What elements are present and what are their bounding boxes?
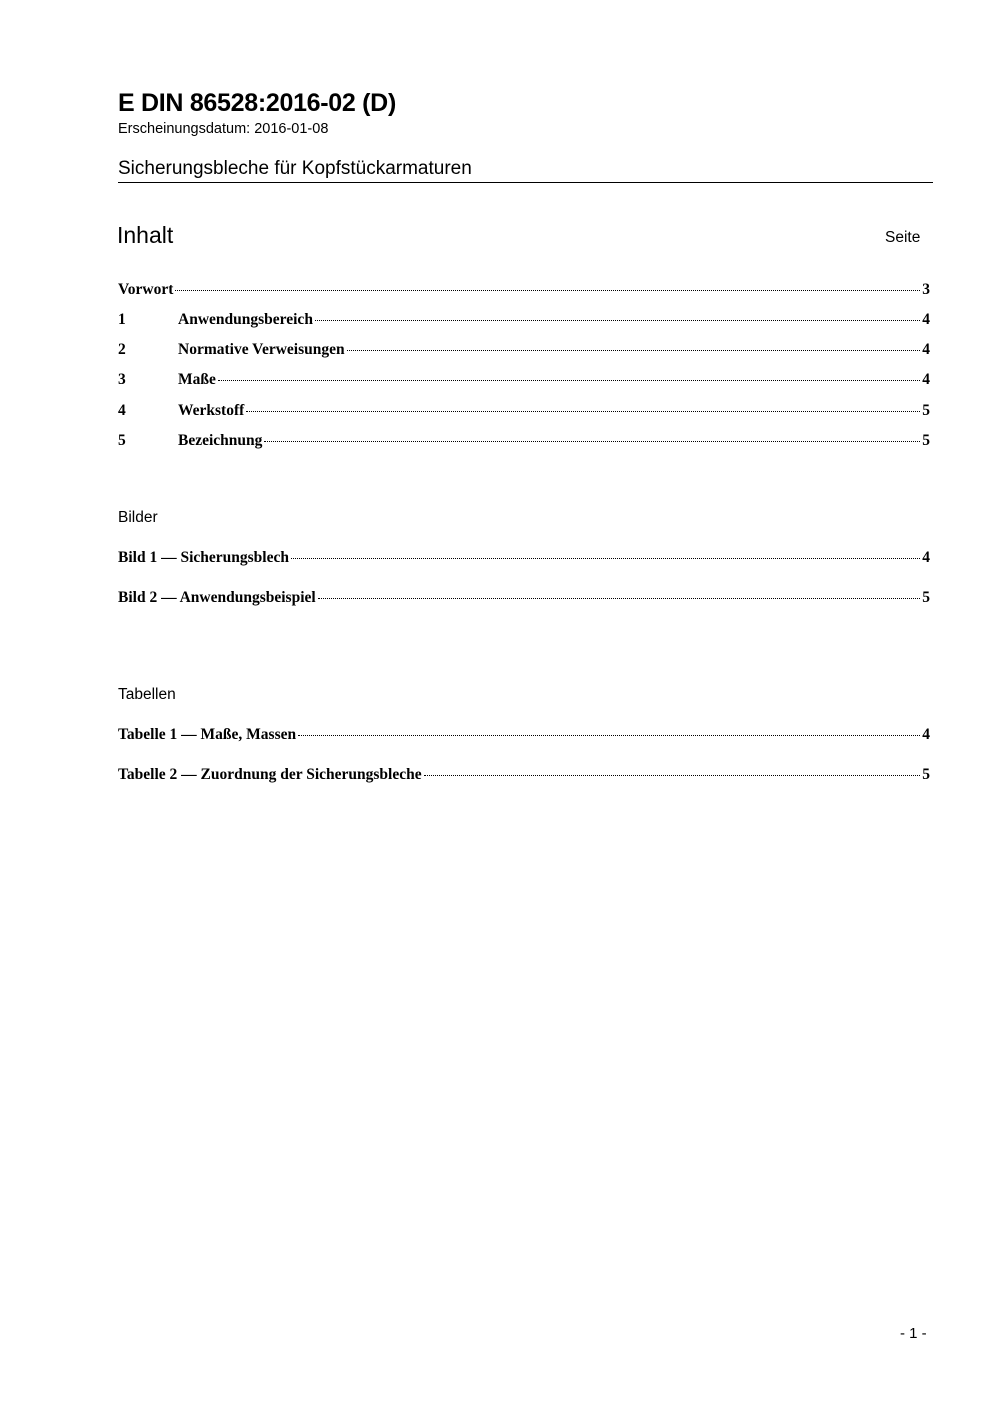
tables-heading: Tabellen <box>118 686 176 703</box>
figure-entry-text: Bild 1 — Sicherungsblech <box>118 549 289 566</box>
document-title: Sicherungsbleche für Kopfstückarmaturen <box>118 158 472 179</box>
toc-entry-text: Vorwort <box>118 281 174 298</box>
toc-heading: Inhalt <box>117 222 174 248</box>
figure-entry-1[interactable] <box>118 549 930 567</box>
figure-entry-page: 5 <box>922 589 930 606</box>
toc-entry-number: 5 <box>118 432 126 449</box>
toc-entry-number: 3 <box>118 371 126 388</box>
toc-entry-text: Maße <box>178 371 216 388</box>
page-column-label: Seite <box>885 229 921 246</box>
dot-leader <box>318 598 921 599</box>
toc-entry-page: 5 <box>922 432 930 449</box>
toc-entry-page: 5 <box>922 402 930 419</box>
table-entry-page: 4 <box>922 726 930 743</box>
toc-entry-number: 2 <box>118 341 126 358</box>
figure-entry-2[interactable] <box>118 589 930 607</box>
table-entry-page: 5 <box>922 766 930 783</box>
figure-entry-text: Bild 2 — Anwendungsbeispiel <box>118 589 316 606</box>
toc-entry-page: 4 <box>922 341 930 358</box>
table-entry-text: Tabelle 1 — Maße, Massen <box>118 726 297 743</box>
toc-entry-bezeichnung[interactable] <box>118 432 930 450</box>
dot-leader <box>298 735 920 736</box>
toc-entry-page: 4 <box>922 311 930 328</box>
toc-entry-page: 3 <box>922 281 930 298</box>
dot-leader <box>424 775 921 776</box>
figures-heading: Bilder <box>118 509 158 526</box>
title-divider <box>118 182 933 183</box>
toc-entry-text: Bezeichnung <box>178 432 263 449</box>
toc-entry-text: Anwendungsbereich <box>178 311 313 328</box>
toc-entry-anwendungsbereich[interactable] <box>118 311 930 329</box>
page-number: - 1 - <box>900 1325 927 1342</box>
toc-entry-werkstoff[interactable] <box>118 402 930 420</box>
dot-leader <box>315 320 920 321</box>
publication-date: Erscheinungsdatum: 2016-01-08 <box>118 121 329 137</box>
dot-leader <box>218 380 920 381</box>
dot-leader <box>347 350 921 351</box>
dot-leader <box>175 290 920 291</box>
toc-entry-number: 4 <box>118 402 126 419</box>
document-id: E DIN 86528:2016-02 (D) <box>118 89 396 117</box>
toc-entry-number: 1 <box>118 311 126 328</box>
dot-leader <box>291 558 920 559</box>
toc-entry-text: Normative Verweisungen <box>178 341 345 358</box>
figure-entry-page: 4 <box>922 549 930 566</box>
toc-entry-text: Werkstoff <box>178 402 245 419</box>
table-entry-text: Tabelle 2 — Zuordnung der Sicherungsbleche <box>118 766 422 783</box>
toc-entry-vorwort[interactable] <box>118 281 930 299</box>
dot-leader <box>246 411 920 412</box>
dot-leader <box>264 441 920 442</box>
toc-entry-normative-verweisungen[interactable] <box>118 341 930 359</box>
toc-entry-masse[interactable] <box>118 371 930 389</box>
table-entry-1[interactable] <box>118 726 930 744</box>
toc-entry-page: 4 <box>922 371 930 388</box>
table-entry-2[interactable] <box>118 766 930 784</box>
